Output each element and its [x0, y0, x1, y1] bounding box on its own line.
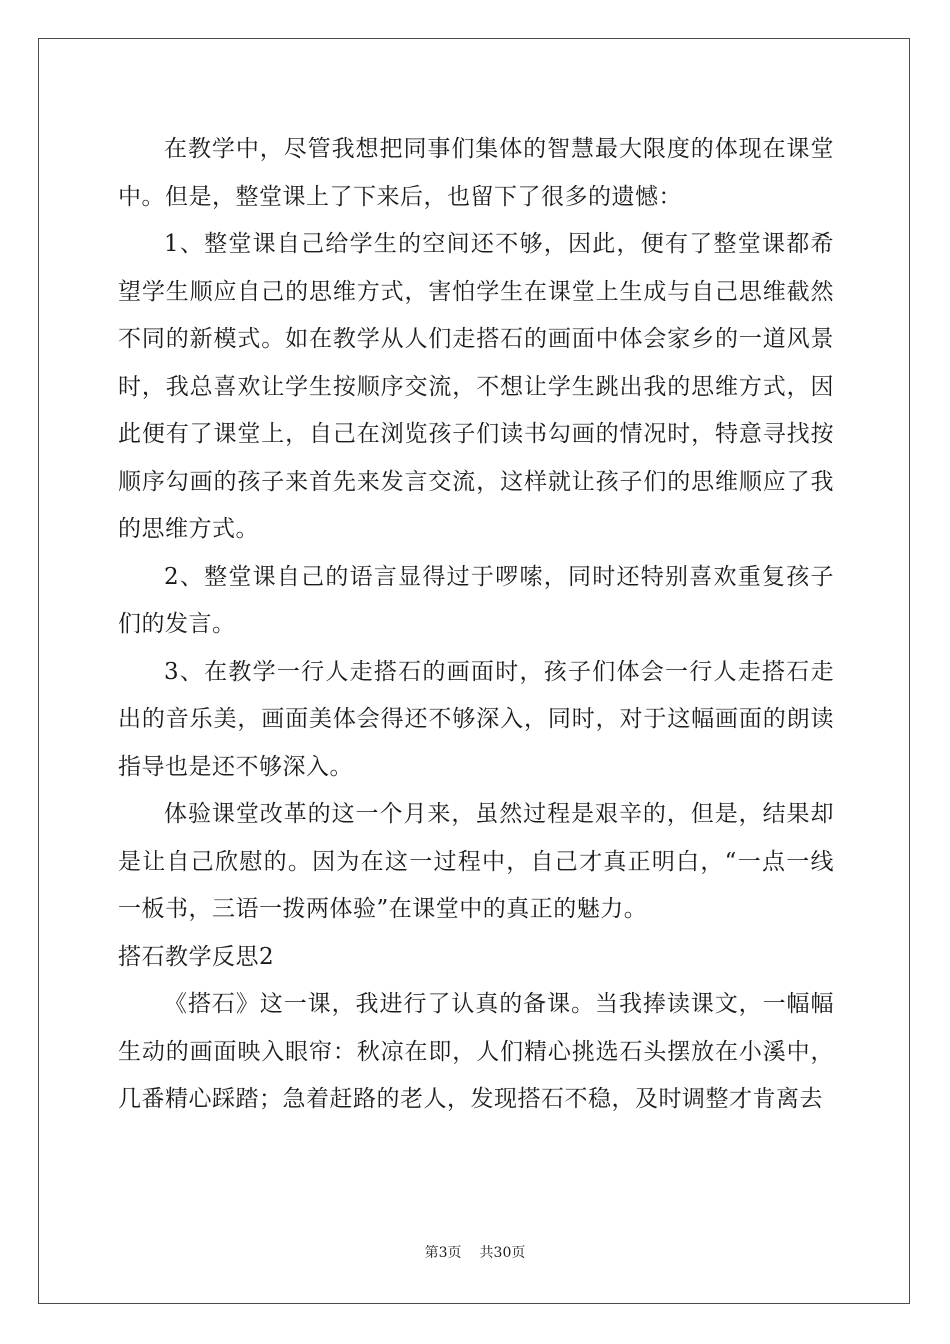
- page-footer: [0, 1242, 950, 1262]
- paragraph-3: 2、整堂课自己的语言显得过于啰嗦，同时还特别喜欢重复孩子们的发言。: [118, 563, 834, 637]
- section-heading: 搭石教学反思2: [118, 943, 275, 970]
- page-number: 第3页: [424, 1245, 462, 1261]
- paragraph-1: 在教学中，尽管我想把同事们集体的智慧最大限度的体现在课堂中。但是，整堂课上了下来后，也留下了很多的遗憾：: [118, 136, 834, 210]
- paragraph-5: 体验课堂改革的这一个月来，虽然过程是艰辛的，但是，结果却是让自己欣慰的。因为在这一过程中，自己才真正明白，“一点一线一板书，三语一拨两体验”在课堂中的真正的魅力。: [118, 801, 834, 922]
- section-paragraph-1: 《搭石》这一课，我进行了认真的备课。当我捧读课文，一幅幅生动的画面映入眼帘：秋凉在即，人们精心挑选石头摆放在小溪中，几番精心踩踏；急着赶路的老人，发现搭石不稳，及时调整才肯离去: [118, 991, 834, 1112]
- document-body: [118, 126, 834, 1124]
- paragraph-4: 3、在教学一行人走搭石的画面时，孩子们体会一行人走搭石走出的音乐美，画面美体会得还不够深入，同时，对于这幅画面的朗读指导也是还不够深入。: [118, 658, 834, 780]
- paragraph-2: 1、整堂课自己给学生的空间还不够，因此，便有了整堂课都希望学生顺应自己的思维方式，害怕学生在课堂上生成与自己思维截然不同的新模式。如在教学从人们走搭石的画面中体会家乡的一道风景时，我总喜欢让学生按顺序交流，不想让学生跳出我的思维方式，因此便有了课堂上，自己在浏览孩子们读书勾画的情况时，特意寻找按顺序勾画的孩子来首先来发言交流，这样就让孩子们的思维顺应了我的思维方式。: [118, 231, 834, 542]
- page-total: 共30页: [479, 1245, 526, 1261]
